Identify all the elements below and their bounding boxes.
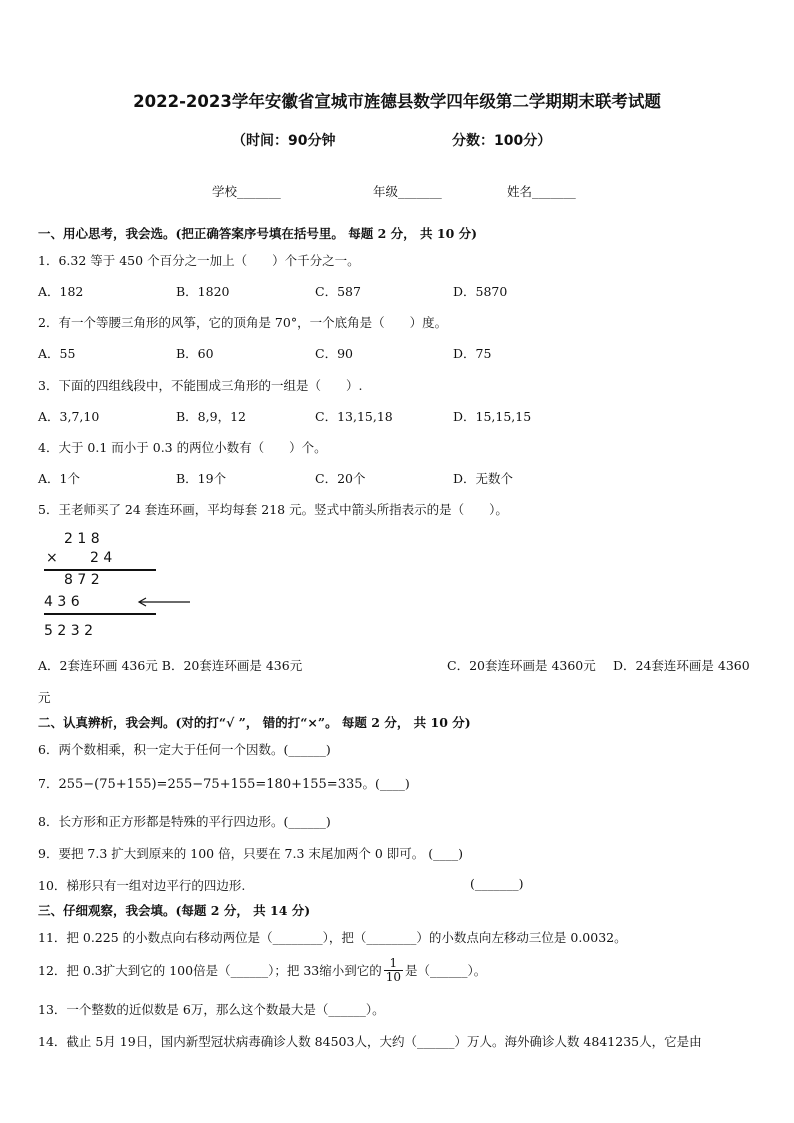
name-field: 姓名_______ xyxy=(507,184,576,199)
q2-option-d: D．75 xyxy=(453,346,492,361)
q1-option-c: C．587 xyxy=(315,284,361,299)
q7-blank: 。(____) xyxy=(362,776,410,791)
calc-line-2 xyxy=(44,613,156,615)
arrow-left-icon xyxy=(136,596,192,608)
q12-fraction-numerator: 1 xyxy=(384,957,403,971)
school-field: 学校_______ xyxy=(212,184,281,199)
q12-text-a: 12．把 0.3扩大到它的 100倍是（______）；把 33缩小到它的 xyxy=(38,963,382,978)
calc-partial-2: 4 3 6 xyxy=(44,594,80,610)
question-14: 14．截止 5月 19日，国内新型冠状病毒确诊人数 84503人，大约（______）万人。海外确诊人数 4841235人，它是由 xyxy=(38,1034,702,1049)
question-9: 9．要把 7.3 扩大到原来的 100 倍，只要在 7.3 末尾加两个 0 即可。 (____) xyxy=(38,846,464,861)
q4-option-a: A．1个 xyxy=(38,471,80,486)
q5-option-d-wrap: 元 xyxy=(38,690,51,705)
calc-multiplier: 2 4 xyxy=(90,550,113,566)
calc-product: 5 2 3 2 xyxy=(44,623,93,639)
q2-option-b: B．60 xyxy=(176,346,214,361)
question-11: 11．把 0.225 的小数点向右移动两位是（________），把（________）的小数点向左移动三位是 0.0032。 xyxy=(38,930,627,945)
question-3: 3．下面的四组线段中，不能围成三角形的一组是（ ）. xyxy=(38,378,363,393)
section-3-heading: 三、仔细观察，我会填。(每题 2 分， 共 14 分) xyxy=(38,903,311,918)
exam-time: （时间：90分钟 xyxy=(232,133,336,149)
question-6: 6．两个数相乘，积一定大于任何一个因数。(______) xyxy=(38,742,331,757)
q4-option-b: B．19个 xyxy=(176,471,227,486)
grade-field: 年级_______ xyxy=(373,184,442,199)
q3-option-a: A．3,7,10 xyxy=(38,409,100,424)
q4-option-c: C．20个 xyxy=(315,471,366,486)
section-2-heading: 二、认真辨析，我会判。(对的打“√ ”， 错的打“×”。 每题 2 分， 共 10 分) xyxy=(38,715,471,730)
q1-option-b: B．1820 xyxy=(176,284,230,299)
question-2: 2．有一个等腰三角形的风筝，它的顶角是 70°，一个底角是（ ）度。 xyxy=(38,315,448,330)
q3-option-c: C．13,15,18 xyxy=(315,409,393,424)
q5-option-d: D．24套连环画是 4360 xyxy=(613,658,750,673)
q2-option-a: A．55 xyxy=(38,346,76,361)
q5-option-c: C．20套连环画是 4360元 xyxy=(447,658,596,673)
q5-option-ab: A．2套连环画 436元 B．20套连环画是 436元 xyxy=(38,658,303,673)
exam-score: 分数：100分） xyxy=(452,133,552,149)
question-12 xyxy=(38,953,486,987)
q7-number: 7． xyxy=(38,776,59,791)
q3-option-d: D．15,15,15 xyxy=(453,409,532,424)
calc-times-sign: × xyxy=(46,550,58,566)
q10-blank: (_______) xyxy=(470,876,524,891)
question-7 xyxy=(38,774,410,792)
q7-expression: 255−(75+155)=255−75+155=180+155=335 xyxy=(58,777,363,792)
calc-partial-1: 8 7 2 xyxy=(64,572,100,588)
question-13: 13．一个整数的近似数是 6万，那么这个数最大是（______）。 xyxy=(38,1002,385,1017)
section-1-heading: 一、用心思考，我会选。(把正确答案序号填在括号里。 每题 2 分， 共 10 分) xyxy=(38,226,478,241)
question-4: 4．大于 0.1 而小于 0.3 的两位小数有（ ）个。 xyxy=(38,440,327,455)
page-title: 2022-2023学年安徽省宣城市旌德县数学四年级第二学期期末联考试题 xyxy=(133,92,661,111)
q3-option-b: B．8,9，12 xyxy=(176,409,246,424)
question-5: 5．王老师买了 24 套连环画，平均每套 218 元。竖式中箭头所指表示的是（ ）。 xyxy=(38,502,508,517)
question-10: 10．梯形只有一组对边平行的四边形. xyxy=(38,878,246,893)
q1-option-d: D．5870 xyxy=(453,284,508,299)
q12-fraction-denominator: 10 xyxy=(385,969,402,984)
question-1: 1．6.32 等于 450 个百分之一加上（ ）个千分之一。 xyxy=(38,253,360,268)
q2-option-c: C．90 xyxy=(315,346,353,361)
q12-fraction xyxy=(384,957,403,984)
q4-option-d: D．无数个 xyxy=(453,471,514,486)
calc-line-1 xyxy=(44,569,156,571)
question-8: 8．长方形和正方形都是特殊的平行四边形。(______) xyxy=(38,814,331,829)
q1-option-a: A．182 xyxy=(38,284,84,299)
calc-multiplicand: 2 1 8 xyxy=(64,531,100,547)
q12-text-b: 是（______）。 xyxy=(405,963,487,978)
